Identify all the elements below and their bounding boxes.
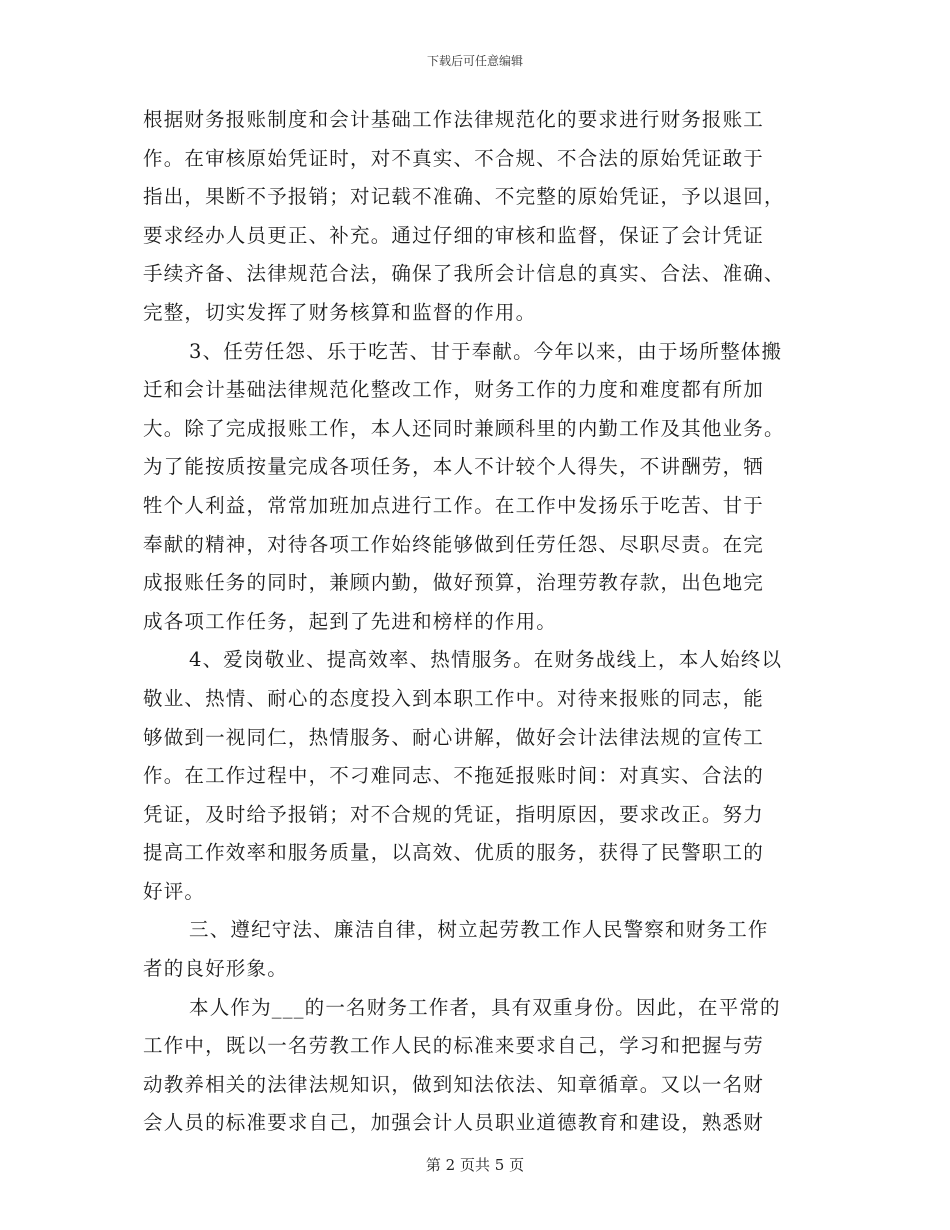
body-text-line: 好评。	[143, 879, 206, 903]
body-text-line: 根据财务报账制度和会计基础工作法律规范化的要求进行财务报账工	[143, 108, 765, 131]
body-text-line: 本人作为___的一名财务工作者，具有双重身份。因此，在平常的	[189, 995, 781, 1019]
body-text-line: 4、爱岗敬业、提高效率、热情服务。在财务战线上，本人始终以	[189, 648, 783, 672]
body-text-line: 作。在审核原始凭证时，对不真实、不合规、不合法的原始凭证敢于	[143, 146, 765, 170]
body-text-line: 迁和会计基础法律规范化整改工作，财务工作的力度和难度都有所加	[143, 378, 765, 402]
body-text-line: 完整，切实发挥了财务核算和监督的作用。	[143, 300, 537, 324]
body-text-line: 奉献的精神，对待各项工作始终能够做到任劳任怨、尽职尽责。在完	[143, 532, 765, 556]
body-text-line: 要求经办人员更正、补充。通过仔细的审核和监督，保证了会计凭证	[143, 223, 765, 247]
page-number: 第 2 页共 5 页	[425, 1156, 525, 1174]
body-text-line: 凭证，及时给予报销；对不合规的凭证，指明原因，要求改正。努力	[143, 802, 765, 826]
body-text-line: 3、任劳任怨、乐于吃苦、甘于奉献。今年以来，由于场所整体搬	[189, 339, 783, 363]
body-text-line: 成报账任务的同时，兼顾内勤，做好预算，治理劳教存款，出色地完	[143, 571, 765, 595]
body-text-line: 三、遵纪守法、廉洁自律，树立起劳教工作人民警察和财务工作	[189, 918, 769, 942]
body-text-line: 者的良好形象。	[143, 957, 288, 981]
body-text-line: 为了能按质按量完成各项任务，本人不计较个人得失，不讲酬劳，牺	[143, 455, 765, 479]
body-text-line: 敬业、热情、耐心的态度投入到本职工作中。对待来报账的同志，能	[143, 686, 765, 710]
body-text-line: 指出，果断不予报销；对记载不准确、不完整的原始凭证，予以退回，	[143, 185, 785, 209]
body-text-line: 牲个人利益，常常加班加点进行工作。在工作中发扬乐于吃苦、甘于	[143, 493, 765, 517]
body-text-line: 手续齐备、法律规范合法，确保了我所会计信息的真实、合法、准确、	[143, 262, 785, 286]
document-body	[143, 101, 813, 1143]
page-header: 下载后可任意编辑	[426, 54, 523, 68]
body-text-line: 工作中，既以一名劳教工作人民的标准来要求自己，学习和把握与劳	[143, 1034, 765, 1058]
body-text-line: 作。在工作过程中，不刁难同志、不拖延报账时间：对真实、合法的	[143, 764, 765, 788]
body-text-line: 成各项工作任务，起到了先进和榜样的作用。	[143, 609, 558, 633]
body-text-line: 大。除了完成报账工作，本人还同时兼顾科里的内勤工作及其他业务。	[143, 416, 785, 440]
body-text-line: 提高工作效率和服务质量，以高效、优质的服务，获得了民警职工的	[143, 841, 765, 865]
body-text-line: 动教养相关的法律法规知识，做到知法依法、知章循章。又以一名财	[143, 1072, 765, 1096]
body-text-line: 够做到一视同仁，热情服务、耐心讲解，做好会计法律法规的宣传工	[143, 725, 765, 749]
body-text-line: 会人员的标准要求自己，加强会计人员职业道德教育和建设，熟悉财	[143, 1111, 765, 1135]
